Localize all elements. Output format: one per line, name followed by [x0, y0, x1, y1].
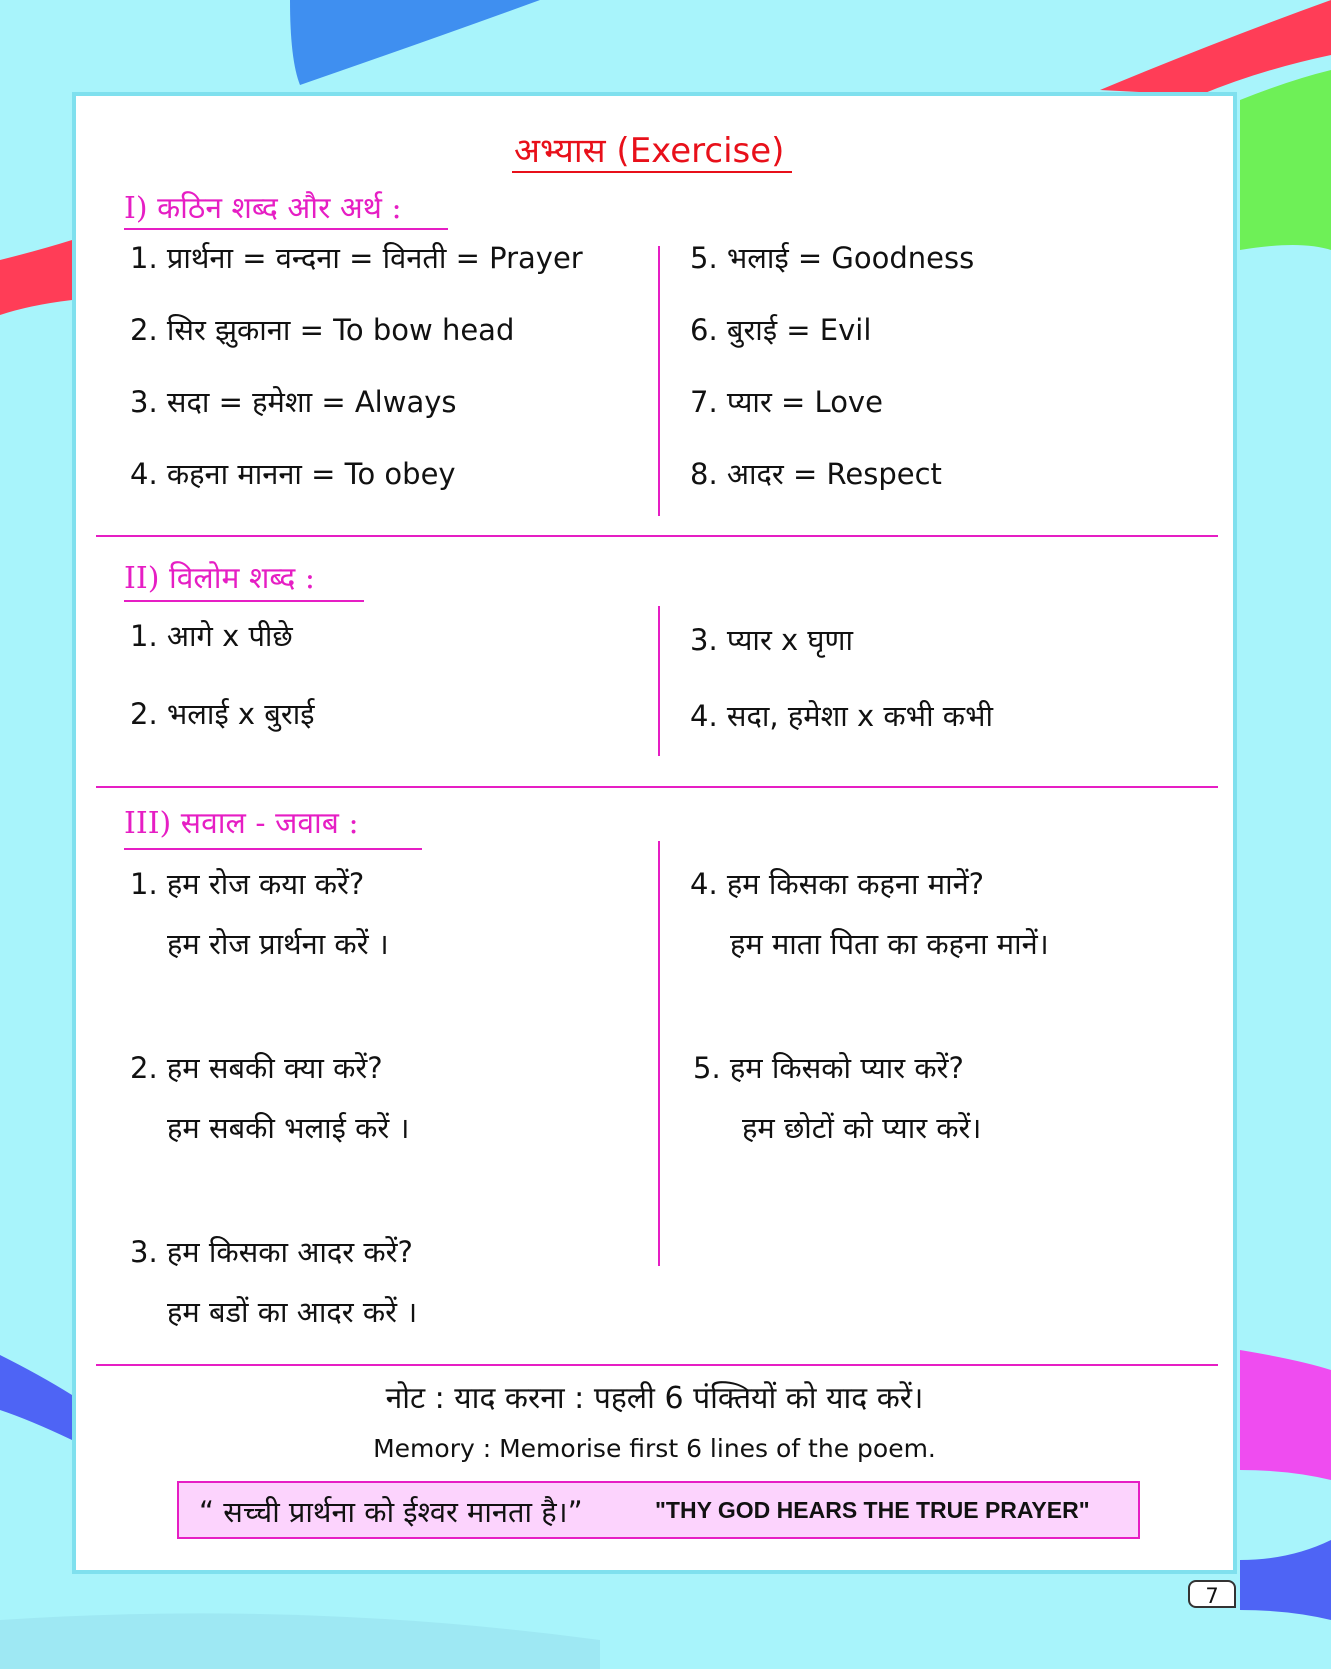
- section-3-underline: [124, 848, 422, 850]
- section-1-heading: I) कठिन शब्द और अर्थ :: [124, 191, 402, 226]
- answer-3: हम बडों का आदर करें ।: [167, 1295, 418, 1329]
- section-3-divider: [658, 841, 660, 1266]
- quote-box: [177, 1481, 1140, 1539]
- section-3-heading: III) सवाल - जवाब :: [124, 806, 359, 841]
- section-1-underline: [124, 228, 448, 230]
- section-2-divider: [658, 606, 660, 756]
- antonym-2: 2. भलाई x बुराई: [130, 697, 315, 731]
- exercise-page: [72, 92, 1237, 1574]
- section-separator: [96, 786, 1218, 788]
- answer-5: हम छोटों को प्यार करें।: [742, 1111, 982, 1145]
- section-2-heading: II) विलोम शब्द :: [124, 561, 315, 596]
- section-separator: [96, 1364, 1218, 1366]
- question-3: 3. हम किसका आदर करें?: [130, 1235, 413, 1269]
- word-meaning-8: 8. आदर = Respect: [690, 457, 942, 491]
- question-2: 2. हम सबकी क्या करें?: [130, 1051, 383, 1085]
- section-1-divider: [658, 246, 660, 516]
- page-title: अभ्यास (Exercise): [514, 131, 785, 171]
- answer-4: हम माता पिता का कहना मानें।: [730, 927, 1049, 961]
- answer-1: हम रोज प्रार्थना करें ।: [167, 927, 389, 961]
- title-underline: [512, 171, 792, 173]
- question-1: 1. हम रोज कया करें?: [130, 867, 365, 901]
- antonym-1: 1. आगे x पीछे: [130, 619, 293, 653]
- word-meaning-2: 2. सिर झुकाना = To bow head: [130, 313, 515, 347]
- quote-english: "THY GOD HEARS THE TRUE PRAYER": [655, 1497, 1090, 1523]
- word-meaning-4: 4. कहना मानना = To obey: [130, 457, 456, 491]
- page-number: 7: [1188, 1580, 1236, 1608]
- question-4: 4. हम किसका कहना मानें?: [690, 867, 985, 901]
- word-meaning-1: 1. प्रार्थना = वन्दना = विनती = Prayer: [130, 241, 583, 275]
- memory-note-english: Memory : Memorise first 6 lines of the poem.: [373, 1434, 936, 1463]
- quote-hindi: “ सच्ची प्रार्थना को ईश्वर मानता है।”: [199, 1495, 583, 1529]
- antonym-4: 4. सदा, हमेशा x कभी कभी: [690, 699, 993, 733]
- word-meaning-3: 3. सदा = हमेशा = Always: [130, 385, 457, 419]
- question-5: 5. हम किसको प्यार करें?: [693, 1051, 964, 1085]
- memory-note-hindi: नोट : याद करना : पहली 6 पंक्तियों को याद करें।: [385, 1381, 924, 1416]
- answer-2: हम सबकी भलाई करें ।: [167, 1111, 410, 1145]
- word-meaning-7: 7. प्यार = Love: [690, 385, 883, 419]
- antonym-3: 3. प्यार x घृणा: [690, 623, 854, 657]
- section-separator: [96, 535, 1218, 537]
- word-meaning-5: 5. भलाई = Goodness: [690, 241, 975, 275]
- word-meaning-6: 6. बुराई = Evil: [690, 313, 872, 347]
- section-2-underline: [124, 600, 364, 602]
